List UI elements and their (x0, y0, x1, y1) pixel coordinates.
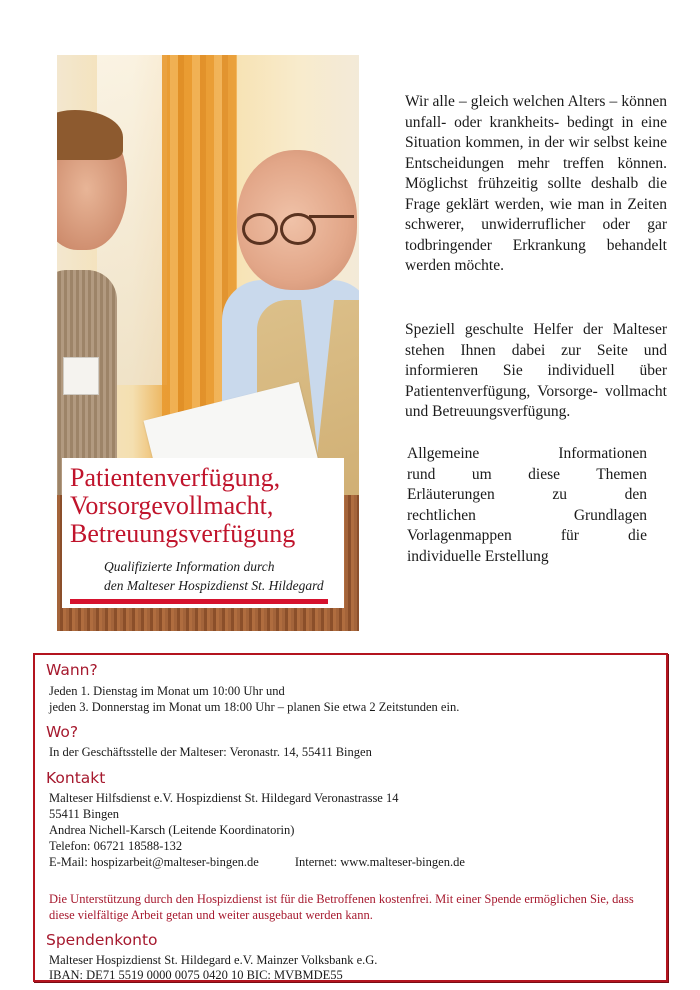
glasses-icon (242, 213, 278, 245)
donation-note (49, 892, 659, 923)
note-line: Die Unterstützung durch den Hospizdienst ist für die Betroffenen kostenfrei. Mit einer Spende ermöglichen Sie, dass (49, 892, 634, 906)
intro-paragraph (405, 92, 667, 277)
section-heading-kontakt: Kontakt (46, 769, 106, 787)
kontakt-email-link[interactable]: E-Mail: hospizarbeit@malteser-bingen.de (49, 855, 259, 869)
text-line: Speziell geschulte Helfer der Malteser (405, 321, 667, 338)
title-line: Betreuungsverfügung (70, 519, 296, 548)
text-line: Wir alle – gleich welchen Alters – (405, 93, 618, 110)
topics-line: rechtlichen Grundlagen (407, 506, 647, 524)
text-line: todbringender Erkrankung behandelt (405, 236, 667, 254)
kontakt-person: Andrea Nichell-Karsch (Leitende Koordinatorin) (49, 823, 295, 837)
note-line: diese vielfältige Arbeit getan und weiter ausgebaut werden kann. (49, 907, 373, 922)
text-line: können unfall- oder krankheits- (405, 93, 668, 131)
text-line: mehr treffen können. Möglichst (405, 154, 668, 192)
text-line: Patientenverfügung, Vorsorge- (405, 382, 598, 400)
wann-line: Jeden 1. Dienstag im Monat um 10:00 Uhr und (49, 684, 285, 698)
kontakt-phone: Telefon: 06721 18588-132 (49, 839, 183, 853)
topics-line: Erläuterungen zu den (407, 486, 647, 503)
subtitle-line: den Malteser Hospizdienst St. Hildegard (104, 578, 324, 593)
text-line: schwerer, unwiderruflicher oder gar (405, 216, 667, 233)
info-box (33, 653, 668, 982)
text-line: informieren Sie individuell über (405, 362, 667, 379)
text-line: frühzeitig sollte deshalb die Frage (405, 175, 667, 213)
spendenkonto-bank: Malteser Hospizdienst St. Hildegard e.V. Mainzer Volksbank e.G. (49, 953, 378, 967)
kontakt-web-row (49, 855, 465, 871)
section-heading-wo: Wo? (46, 723, 79, 741)
glasses-temple (309, 215, 354, 218)
text-line: stehen Ihnen dabei zur Seite und (405, 341, 667, 359)
topics-line: individuelle Erstellung (407, 547, 549, 565)
topics-line: Vorlagenmappen für die (407, 527, 647, 544)
text-line: vollmacht und Betreuungsverfügung. (405, 382, 667, 420)
subtitle-line: Qualifizierte Information durch (104, 559, 275, 574)
topics-line: Allgemeine Informationen (407, 445, 647, 462)
text-line: werden möchte. (405, 257, 504, 274)
section-heading-spendenkonto: Spendenkonto (46, 931, 158, 949)
text-line: geklärt werden, wie man in Zeiten (445, 195, 667, 213)
wann-line: jeden 3. Donnerstag im Monat um 18:00 Uhr – planen Sie etwa 2 Zeitstunden ein. (49, 700, 460, 714)
text-line: der wir selbst keine Entscheidungen (405, 134, 668, 172)
topics-list (407, 444, 647, 567)
title-line: Patientenverfügung, (70, 463, 281, 492)
spendenkonto-iban: IBAN: DE71 5519 0000 0075 0420 10 BIC: MVBMDE55 (49, 968, 343, 982)
title-card (62, 458, 344, 608)
helpers-paragraph (405, 320, 667, 423)
wo-line: In der Geschäftsstelle der Malteser: Veronastr. 14, 55411 Bingen (49, 745, 372, 759)
kontakt-city: 55411 Bingen (49, 807, 120, 821)
topics-line: rund um diese Themen (407, 465, 647, 483)
text-line: bedingt in eine Situation kommen, in (405, 113, 667, 151)
title-line: Vorsorgevollmacht, (70, 491, 274, 520)
kontakt-website-link[interactable]: Internet: www.malteser-bingen.de (294, 855, 465, 869)
section-heading-wann: Wann? (46, 661, 98, 679)
title-accent-rule (70, 599, 328, 604)
photo-name-badge (63, 357, 99, 395)
kontakt-org: Malteser Hilfsdienst e.V. Hospizdienst St. Hildegard Veronastrasse 14 (49, 791, 399, 805)
